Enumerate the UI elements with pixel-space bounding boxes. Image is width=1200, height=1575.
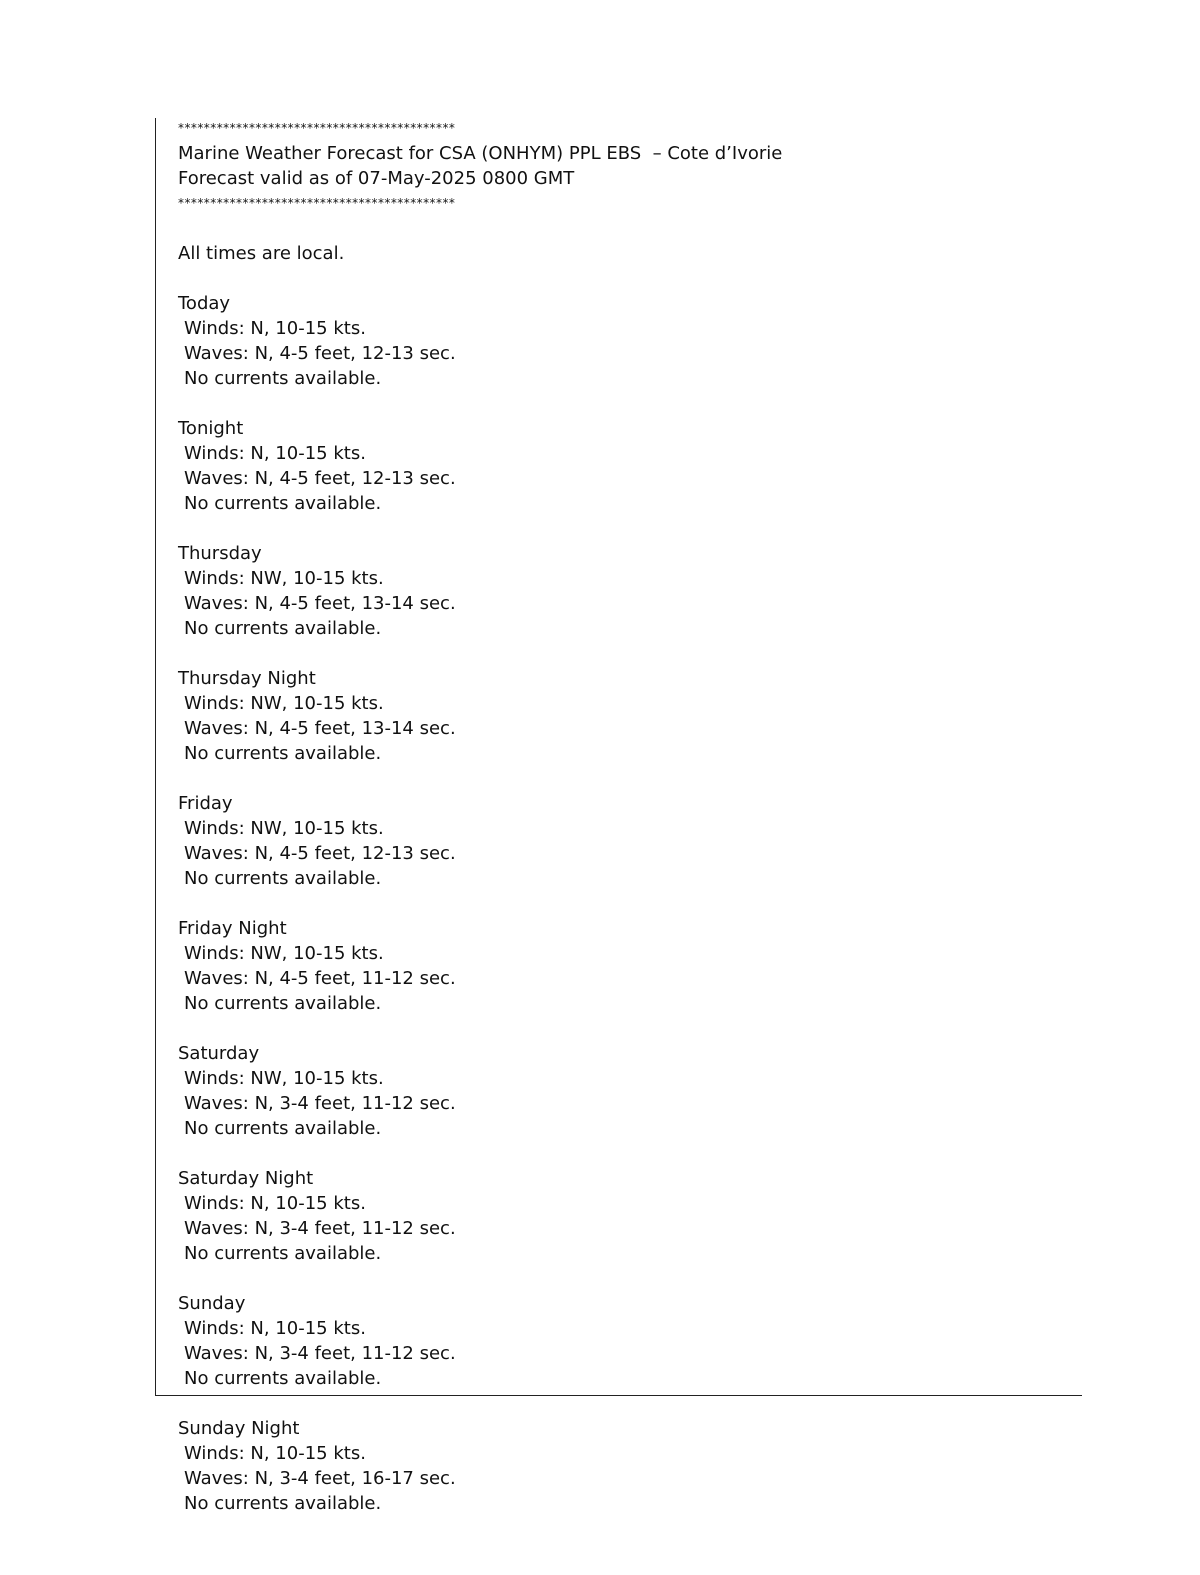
period-winds: Winds: N, 10-15 kts.	[184, 443, 366, 464]
times-note: All times are local.	[178, 243, 345, 264]
forecast-title: Marine Weather Forecast for CSA (ONHYM) PPL EBS – Cote d’Ivorie	[178, 143, 783, 164]
period-name: Friday	[178, 793, 233, 814]
period-currents: No currents available.	[184, 743, 382, 764]
period-winds: Winds: NW, 10-15 kts.	[184, 818, 384, 839]
period-waves: Waves: N, 4-5 feet, 13-14 sec.	[184, 718, 456, 739]
period-name: Thursday	[178, 543, 262, 564]
period-waves: Waves: N, 3-4 feet, 11-12 sec.	[184, 1093, 456, 1114]
forecast-period	[178, 1416, 1078, 1516]
period-winds: Winds: N, 10-15 kts.	[184, 1318, 366, 1339]
period-waves: Waves: N, 4-5 feet, 12-13 sec.	[184, 468, 456, 489]
period-name: Thursday Night	[178, 668, 316, 689]
period-name: Sunday	[178, 1293, 246, 1314]
period-name: Saturday Night	[178, 1168, 314, 1189]
period-waves: Waves: N, 4-5 feet, 13-14 sec.	[184, 593, 456, 614]
period-winds: Winds: NW, 10-15 kts.	[184, 693, 384, 714]
period-winds: Winds: NW, 10-15 kts.	[184, 1068, 384, 1089]
spacer	[178, 266, 1078, 291]
spacer	[178, 1141, 1078, 1166]
forecast-period	[178, 541, 1078, 666]
spacer	[178, 891, 1078, 916]
spacer	[178, 216, 1078, 241]
period-currents: No currents available.	[184, 868, 382, 889]
forecast-period	[178, 416, 1078, 541]
forecast-period	[178, 916, 1078, 1041]
spacer	[178, 1266, 1078, 1291]
forecast-period	[178, 666, 1078, 791]
period-name: Saturday	[178, 1043, 260, 1064]
forecast-period	[178, 1291, 1078, 1416]
period-waves: Waves: N, 3-4 feet, 11-12 sec.	[184, 1343, 456, 1364]
period-name: Tonight	[178, 418, 244, 439]
spacer	[178, 641, 1078, 666]
spacer	[178, 391, 1078, 416]
forecast-periods	[178, 291, 1078, 1516]
period-winds: Winds: N, 10-15 kts.	[184, 318, 366, 339]
spacer	[178, 766, 1078, 791]
period-name: Today	[178, 293, 231, 314]
period-winds: Winds: N, 10-15 kts.	[184, 1443, 366, 1464]
period-waves: Waves: N, 4-5 feet, 11-12 sec.	[184, 968, 456, 989]
period-waves: Waves: N, 4-5 feet, 12-13 sec.	[184, 843, 456, 864]
period-currents: No currents available.	[184, 618, 382, 639]
spacer	[178, 1391, 1078, 1416]
period-name: Friday Night	[178, 918, 287, 939]
period-currents: No currents available.	[184, 993, 382, 1014]
spacer	[178, 1016, 1078, 1041]
period-currents: No currents available.	[184, 493, 382, 514]
forecast-period	[178, 791, 1078, 916]
forecast-period	[178, 1166, 1078, 1291]
period-currents: No currents available.	[184, 1493, 382, 1514]
period-waves: Waves: N, 3-4 feet, 16-17 sec.	[184, 1468, 456, 1489]
header-stars-bottom: *******************************************	[178, 196, 456, 210]
period-winds: Winds: NW, 10-15 kts.	[184, 568, 384, 589]
period-currents: No currents available.	[184, 368, 382, 389]
spacer	[178, 516, 1078, 541]
forecast-period	[178, 1041, 1078, 1166]
period-name: Sunday Night	[178, 1418, 300, 1439]
period-currents: No currents available.	[184, 1118, 382, 1139]
frame-left-border	[155, 118, 156, 1395]
period-currents: No currents available.	[184, 1243, 382, 1264]
period-winds: Winds: N, 10-15 kts.	[184, 1193, 366, 1214]
period-currents: No currents available.	[184, 1368, 382, 1389]
period-waves: Waves: N, 4-5 feet, 12-13 sec.	[184, 343, 456, 364]
forecast-document	[178, 116, 1078, 1516]
period-waves: Waves: N, 3-4 feet, 11-12 sec.	[184, 1218, 456, 1239]
forecast-period	[178, 291, 1078, 416]
period-winds: Winds: NW, 10-15 kts.	[184, 943, 384, 964]
header-stars-top: *******************************************	[178, 121, 456, 135]
forecast-valid-time: Forecast valid as of 07-May-2025 0800 GMT	[178, 168, 575, 189]
